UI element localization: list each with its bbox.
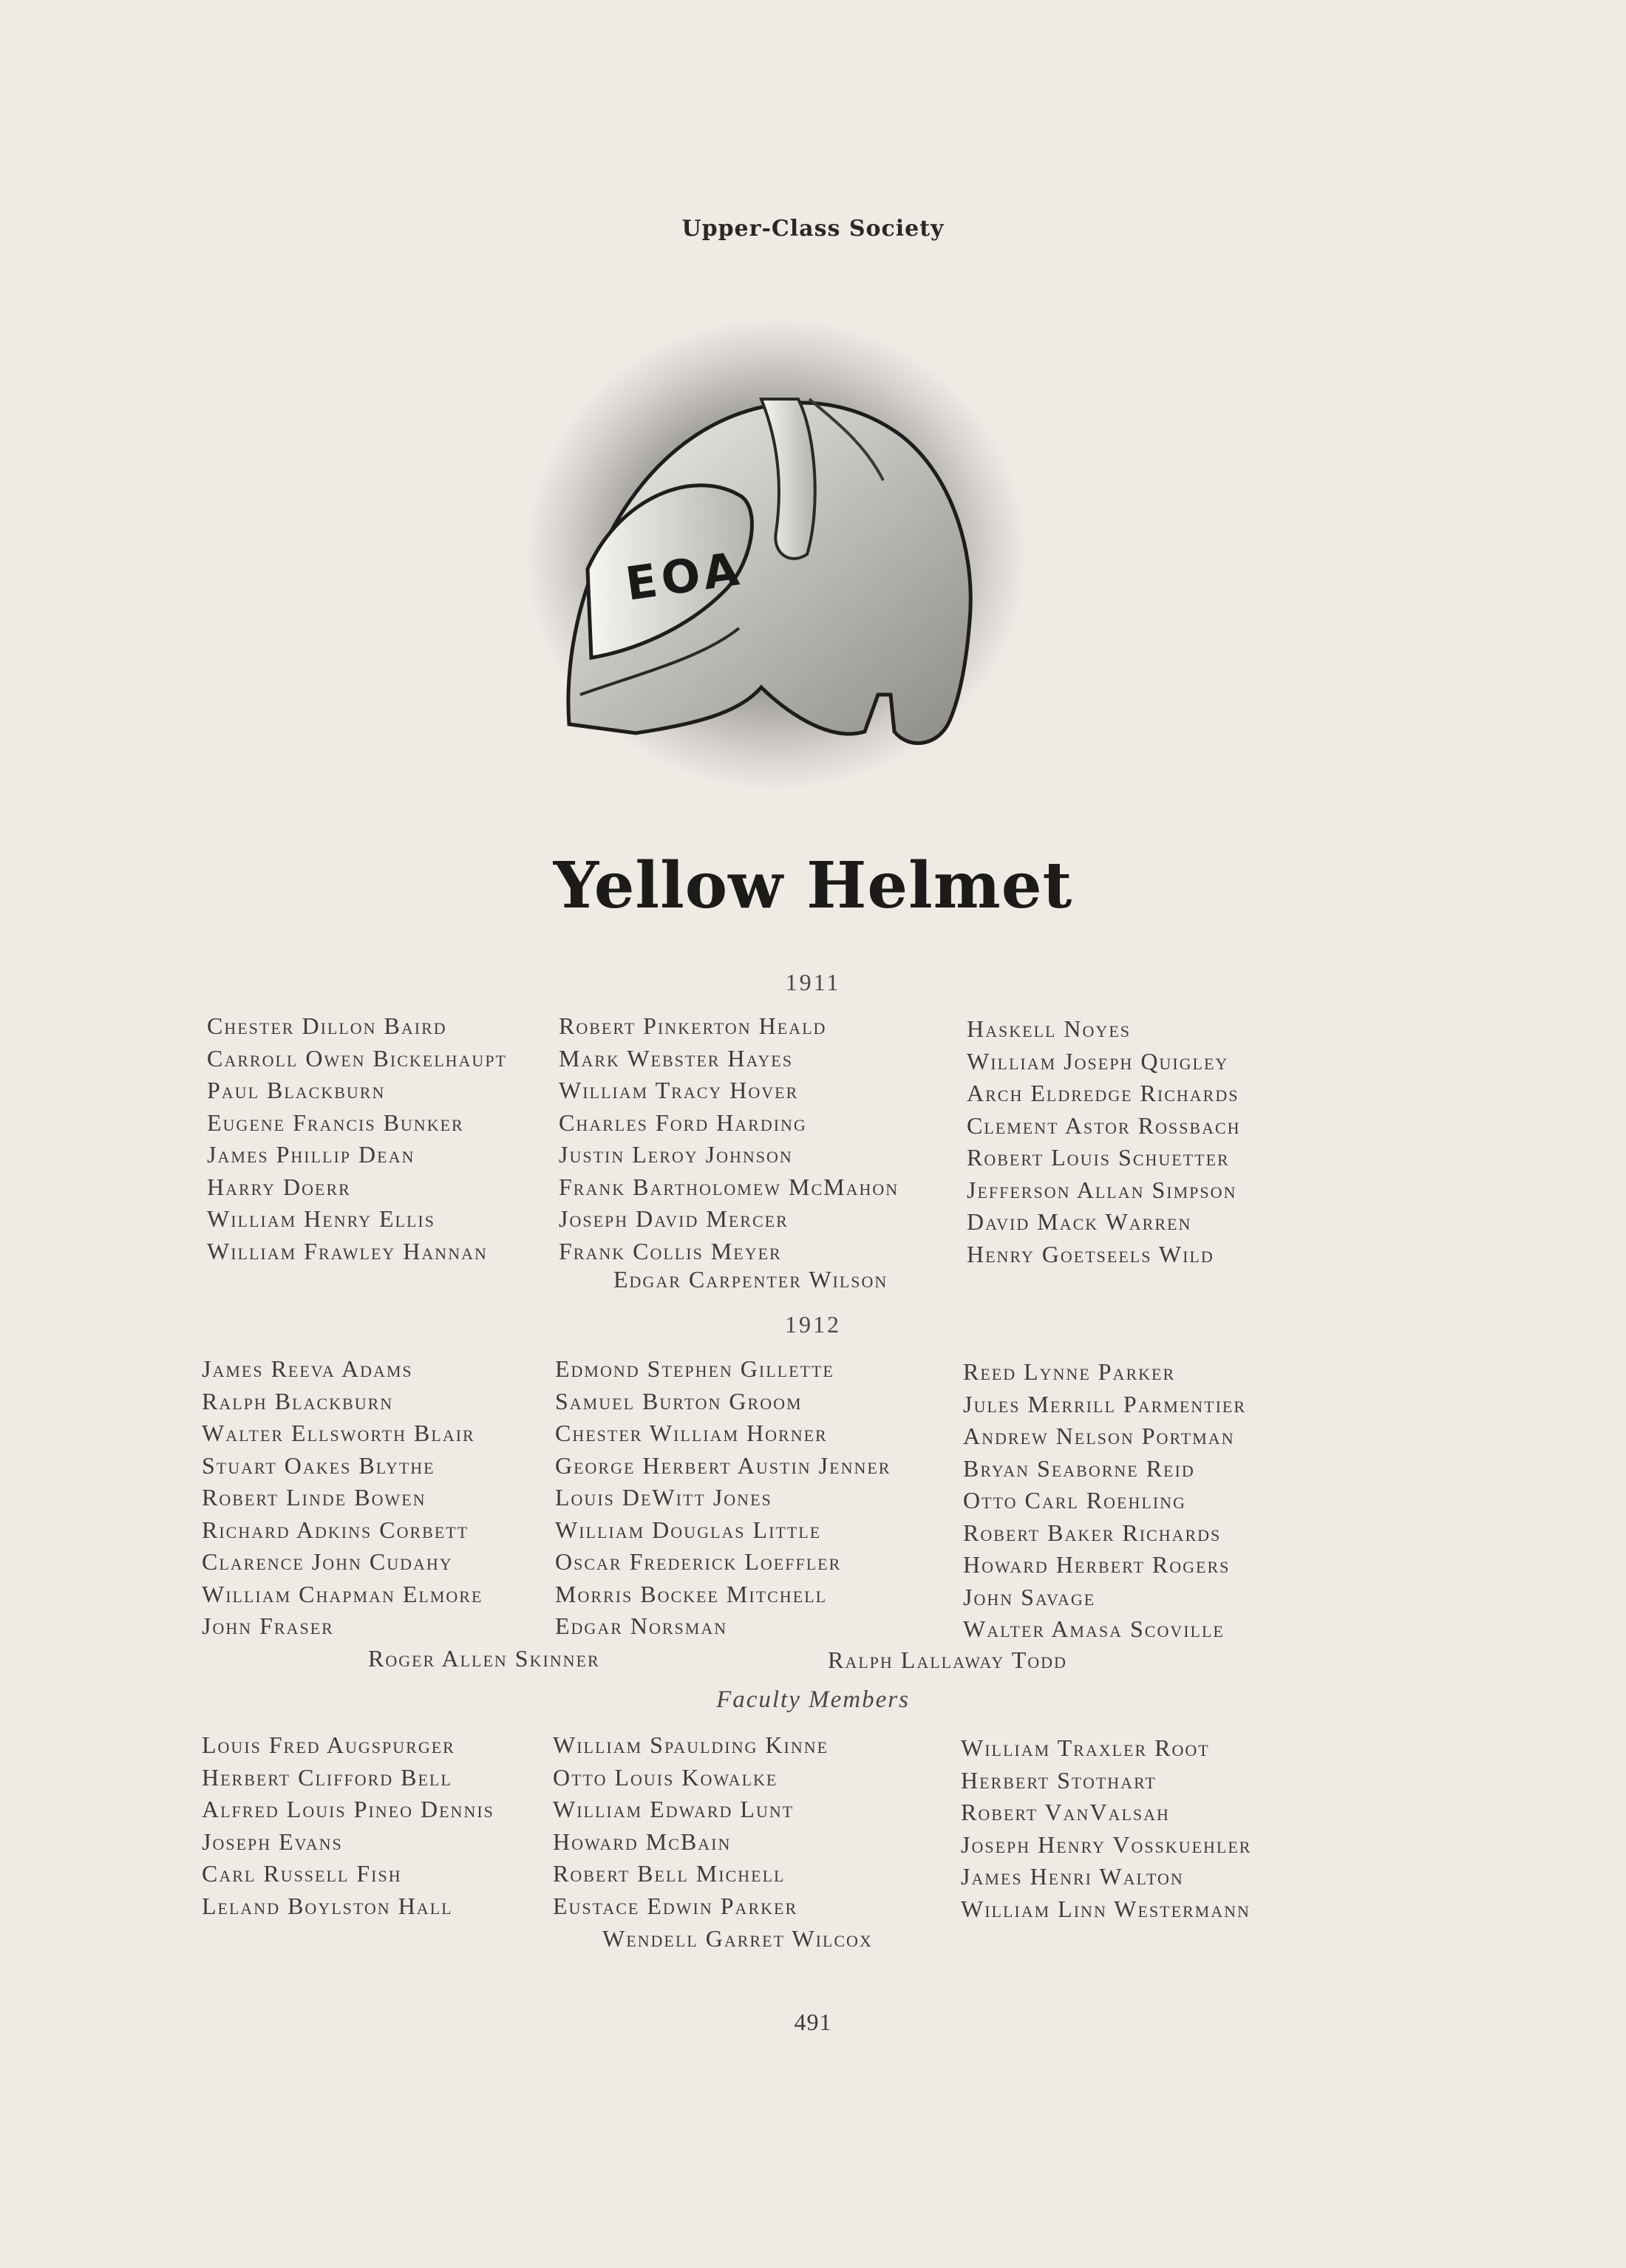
member-name: Chester William Horner [555, 1420, 828, 1446]
running-head: Upper-Class Society [681, 216, 945, 242]
member-name: William Edward Lunt [553, 1796, 795, 1822]
member-name: Eustace Edwin Parker [553, 1892, 798, 1919]
member-name: Eugene Francis Bunker [207, 1109, 464, 1136]
member-name: Frank Bartholomew McMahon [559, 1173, 899, 1200]
member-name: Jefferson Allan Simpson [967, 1176, 1237, 1203]
member-name: Reed Lynne Parker [963, 1358, 1176, 1385]
member-name: Robert VanValsah [961, 1799, 1170, 1825]
member-name: Oscar Frederick Loeffler [555, 1548, 842, 1575]
member-name: Harry Doerr [207, 1173, 351, 1200]
member-name: John Savage [963, 1583, 1096, 1610]
member-name: William Henry Ellis [207, 1205, 435, 1232]
member-name: James Henri Walton [961, 1863, 1184, 1890]
member-name: Walter Ellsworth Blair [202, 1420, 475, 1446]
member-name: Richard Adkins Corbett [202, 1516, 469, 1543]
member-name: William Frawley Hannan [207, 1237, 488, 1264]
member-name: William Traxler Root [961, 1734, 1210, 1761]
member-name: Robert Linde Bowen [202, 1484, 426, 1511]
member-name: Herbert Stothart [961, 1766, 1157, 1794]
member-name: Louis DeWitt Jones [555, 1484, 772, 1511]
member-name: Herbert Clifford Bell [202, 1763, 452, 1791]
member-name: Edmond Stephen Gillette [555, 1355, 834, 1382]
member-name: James Phillip Dean [207, 1141, 415, 1168]
member-name: Joseph Evans [202, 1828, 343, 1855]
member-name: Morris Bockee Mitchell [555, 1580, 828, 1607]
member-name: Frank Collis Meyer [559, 1237, 782, 1264]
year-heading-1911: 1911 [785, 969, 841, 995]
member-name: Carl Russell Fish [202, 1860, 402, 1887]
member-name: Clarence John Cudahy [202, 1548, 453, 1575]
member-name: Edgar Norsman [555, 1613, 728, 1639]
member-name: Ralph Blackburn [202, 1387, 394, 1414]
member-name: Jules Merrill Parmentier [963, 1390, 1247, 1417]
member-name: Robert Louis Schuetter [967, 1144, 1230, 1171]
member-name: Leland Boylston Hall [202, 1892, 453, 1919]
member-name: Robert Pinkerton Heald [559, 1012, 827, 1039]
faculty-center: Wendell Garret Wilcox [602, 1925, 873, 1952]
member-name: James Reeva Adams [202, 1355, 413, 1382]
member-name: William Douglas Little [555, 1516, 822, 1543]
members-1912-col1 [202, 1353, 483, 1643]
faculty-heading: Faculty Members [716, 1686, 910, 1713]
member-name: Joseph Henry Vosskuehler [961, 1831, 1252, 1858]
member-name: William Spaulding Kinne [553, 1731, 829, 1758]
member-name: Howard Herbert Rogers [963, 1551, 1231, 1578]
member-name: Walter Amasa Scoville [963, 1615, 1225, 1642]
member-name: Arch Eldredge Richards [967, 1080, 1239, 1106]
member-name: George Herbert Austin Jenner [555, 1451, 891, 1479]
member-name: Stuart Oakes Blythe [202, 1451, 435, 1479]
member-name: Robert Bell Michell [553, 1860, 786, 1887]
member-name: Robert Baker Richards [963, 1519, 1222, 1546]
member-name: Samuel Burton Groom [555, 1387, 803, 1414]
member-name: Charles Ford Harding [559, 1109, 807, 1136]
member-name: Henry Goetseels Wild [967, 1240, 1214, 1267]
member-name: Carroll Owen Bickelhaupt [207, 1044, 507, 1072]
member-name: Chester Dillon Baird [207, 1012, 447, 1039]
member-name: Joseph David Mercer [559, 1205, 789, 1232]
member-name: Justin Leroy Johnson [559, 1141, 793, 1168]
society-title: Yellow Helmet [553, 848, 1073, 923]
member-name: Howard McBain [553, 1828, 732, 1855]
member-name: Haskell Noyes [967, 1015, 1131, 1042]
faculty-col2 [553, 1729, 829, 1922]
member-1912-extra-left: Roger Allen Skinner [368, 1645, 600, 1672]
member-name: William Joseph Quigley [967, 1047, 1229, 1075]
member-name: Louis Fred Augspurger [202, 1731, 455, 1758]
members-1912-col2 [555, 1353, 891, 1643]
member-name: Otto Louis Kowalke [553, 1763, 778, 1791]
year-heading-1912: 1912 [785, 1311, 841, 1338]
member-name: Mark Webster Hayes [559, 1044, 793, 1072]
member-name: William Chapman Elmore [202, 1580, 483, 1607]
member-name: William Linn Westermann [961, 1895, 1251, 1922]
member-name: John Fraser [202, 1613, 334, 1639]
member-name: Otto Carl Roehling [963, 1487, 1186, 1513]
member-name: William Tracy Hover [559, 1077, 799, 1103]
member-name: Andrew Nelson Portman [963, 1423, 1235, 1449]
faculty-col3 [961, 1732, 1251, 1925]
members-1912-col3 [963, 1356, 1246, 1646]
faculty-col1 [202, 1729, 494, 1922]
member-name: David Mack Warren [967, 1208, 1192, 1235]
member-name: Paul Blackburn [207, 1077, 386, 1103]
member-name: Clement Astor Rossbach [967, 1111, 1241, 1139]
member-name: Alfred Louis Pineo Dennis [202, 1796, 494, 1822]
member-1911-center: Edgar Carpenter Wilson [613, 1266, 888, 1293]
page-number: 491 [794, 2009, 832, 2035]
members-1911-col3 [967, 1013, 1241, 1270]
helmet-inscription: EOA [622, 541, 746, 611]
members-1911-col2 [559, 1010, 899, 1267]
members-1911-col1 [207, 1010, 507, 1267]
member-name: Bryan Seaborne Reid [963, 1454, 1195, 1482]
member-1912-extra-right: Ralph Lallaway Todd [828, 1646, 1067, 1673]
helmet-emblem-icon [517, 310, 1035, 798]
